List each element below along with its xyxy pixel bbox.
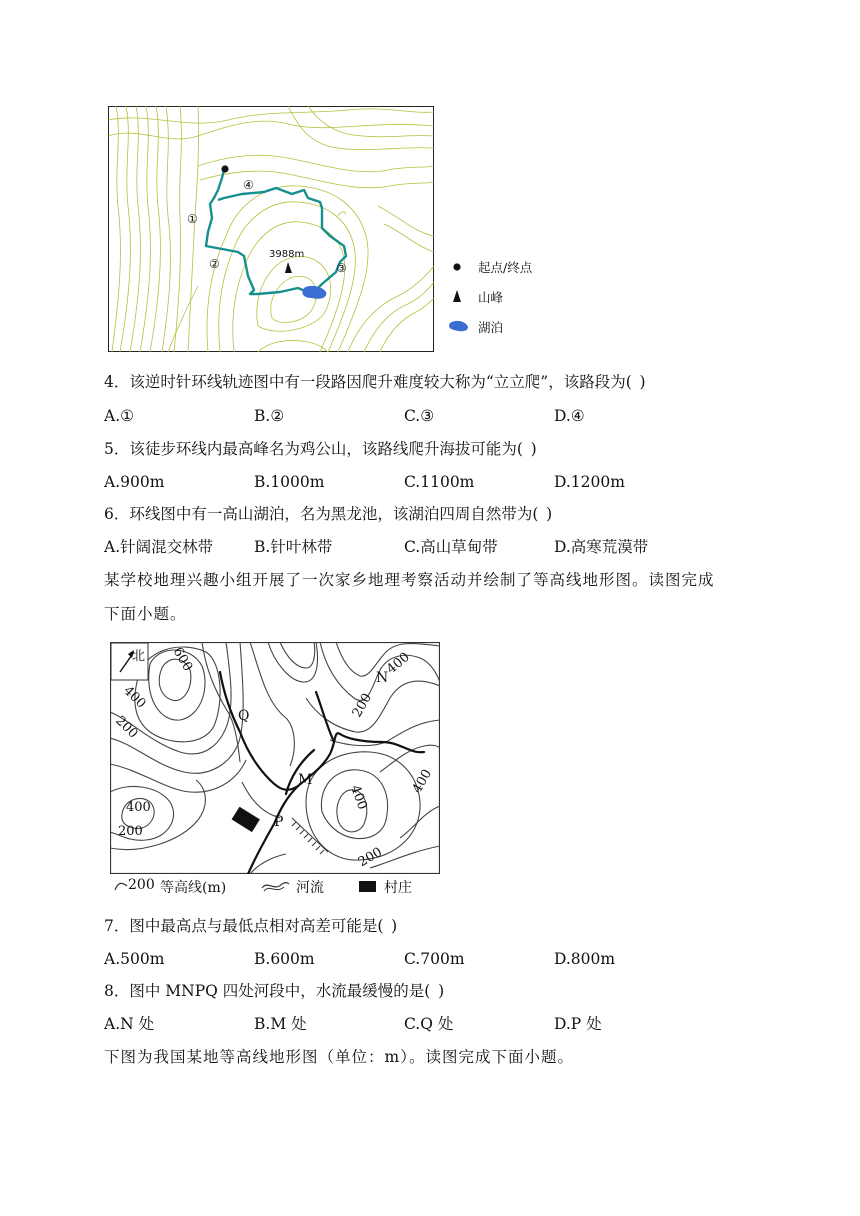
point-label-m: M (298, 772, 313, 788)
q7-option-d[interactable]: D.800m (554, 950, 616, 968)
contour-label-400-left: 400 (120, 683, 149, 712)
contour-line-icon (114, 878, 128, 894)
peak-elevation-label: 3988m (269, 249, 305, 260)
legend-village: 村庄 (384, 880, 412, 896)
contour-label-400-right-top: 400 (384, 649, 413, 678)
q7-option-b[interactable]: B.600m (254, 950, 315, 968)
q6-option-c[interactable]: C.高山草甸带 (404, 538, 498, 556)
q4-option-d[interactable]: D.④ (554, 407, 585, 425)
segment-label-1: ① (187, 212, 198, 226)
q8-option-a[interactable]: A.N 处 (104, 1015, 155, 1033)
village-icon (358, 880, 378, 894)
q6-option-d[interactable]: D.高寒荒漠带 (554, 538, 649, 556)
q8-option-c[interactable]: C.Q 处 (404, 1015, 454, 1033)
point-label-q: Q (238, 708, 250, 724)
q6-option-b[interactable]: B.针叶林带 (254, 538, 333, 556)
q7-option-c[interactable]: C.700m (404, 950, 465, 968)
q5-option-c[interactable]: C.1100m (404, 473, 475, 491)
q5-option-d[interactable]: D.1200m (554, 473, 625, 491)
q8-option-d[interactable]: D.P 处 (554, 1015, 602, 1033)
river-icon (260, 878, 290, 894)
legend-lake: 湖泊 (478, 320, 504, 335)
legend-peak: 山峰 (478, 290, 504, 305)
contour-label-600: 600 (169, 644, 196, 675)
north-label: 北 (132, 649, 146, 664)
q4-option-c[interactable]: C.③ (404, 407, 435, 425)
lake-icon (448, 319, 470, 333)
q4-option-a[interactable]: A.① (104, 407, 135, 425)
contour-label-200-right-top: 200 (349, 690, 376, 721)
question-7-stem: 7．图中最高点与最低点相对高差可能是( ) (104, 917, 398, 935)
question-8-stem: 8．图中 MNPQ 四处河段中，水流最缓慢的是( ) (104, 982, 445, 1000)
figure1-legend (448, 256, 558, 346)
figure2-legend (114, 876, 444, 898)
start-end-point (221, 165, 228, 172)
dot-icon (450, 260, 464, 274)
contour-label-200-left: 200 (112, 713, 141, 742)
legend-contour: 等高线(m) (160, 880, 227, 896)
legend-start-end: 起点/终点 (478, 260, 533, 275)
contour-label-200-bottom-right: 200 (355, 844, 385, 871)
q4-option-b[interactable]: B.② (254, 407, 285, 425)
legend-contour-sample: 200 (128, 877, 155, 893)
point-label-p: P (274, 814, 284, 830)
segment-label-3: ③ (336, 261, 347, 275)
peak-triangle-icon (450, 289, 464, 303)
question-6-stem: 6．环线图中有一高山湖泊，名为黑龙池，该湖泊四周自然带为( ) (104, 505, 553, 523)
intro-paragraph-2-line2: 下面小题。 (104, 605, 187, 623)
contour-label-400-center: 400 (347, 783, 370, 812)
segment-label-2: ② (209, 257, 220, 271)
contour-label-400-bottom-left: 400 (126, 800, 151, 815)
figure2-map (110, 642, 440, 874)
q8-option-b[interactable]: B.M 处 (254, 1015, 307, 1033)
q7-option-a[interactable]: A.500m (104, 950, 165, 968)
question-4-stem: 4．该逆时针环线轨迹图中有一段路因爬升难度较大称为“立立爬”，该路段为( ) (104, 373, 646, 391)
figure1-map (108, 106, 434, 352)
segment-label-4: ④ (243, 178, 254, 192)
legend-river: 河流 (296, 880, 324, 896)
contour-map-1 (108, 106, 434, 352)
point-label-n: N (376, 670, 389, 686)
contour-map-2 (110, 642, 440, 874)
q5-option-b[interactable]: B.1000m (254, 473, 325, 491)
q6-option-a[interactable]: A.针阔混交林带 (104, 538, 214, 556)
q5-option-a[interactable]: A.900m (104, 473, 165, 491)
intro-paragraph-2-line1: 某学校地理兴趣小组开展了一次家乡地理考察活动并绘制了等高线地形图。读图完成 (104, 571, 715, 589)
contour-label-200-bottom-left: 200 (118, 824, 143, 839)
intro-paragraph-3: 下图为我国某地等高线地形图（单位：m）。读图完成下面小题。 (104, 1048, 574, 1066)
question-5-stem: 5．该徒步环线内最高峰名为鸡公山，该路线爬升海拔可能为( ) (104, 440, 537, 458)
contour-label-400-right: 400 (409, 766, 436, 797)
